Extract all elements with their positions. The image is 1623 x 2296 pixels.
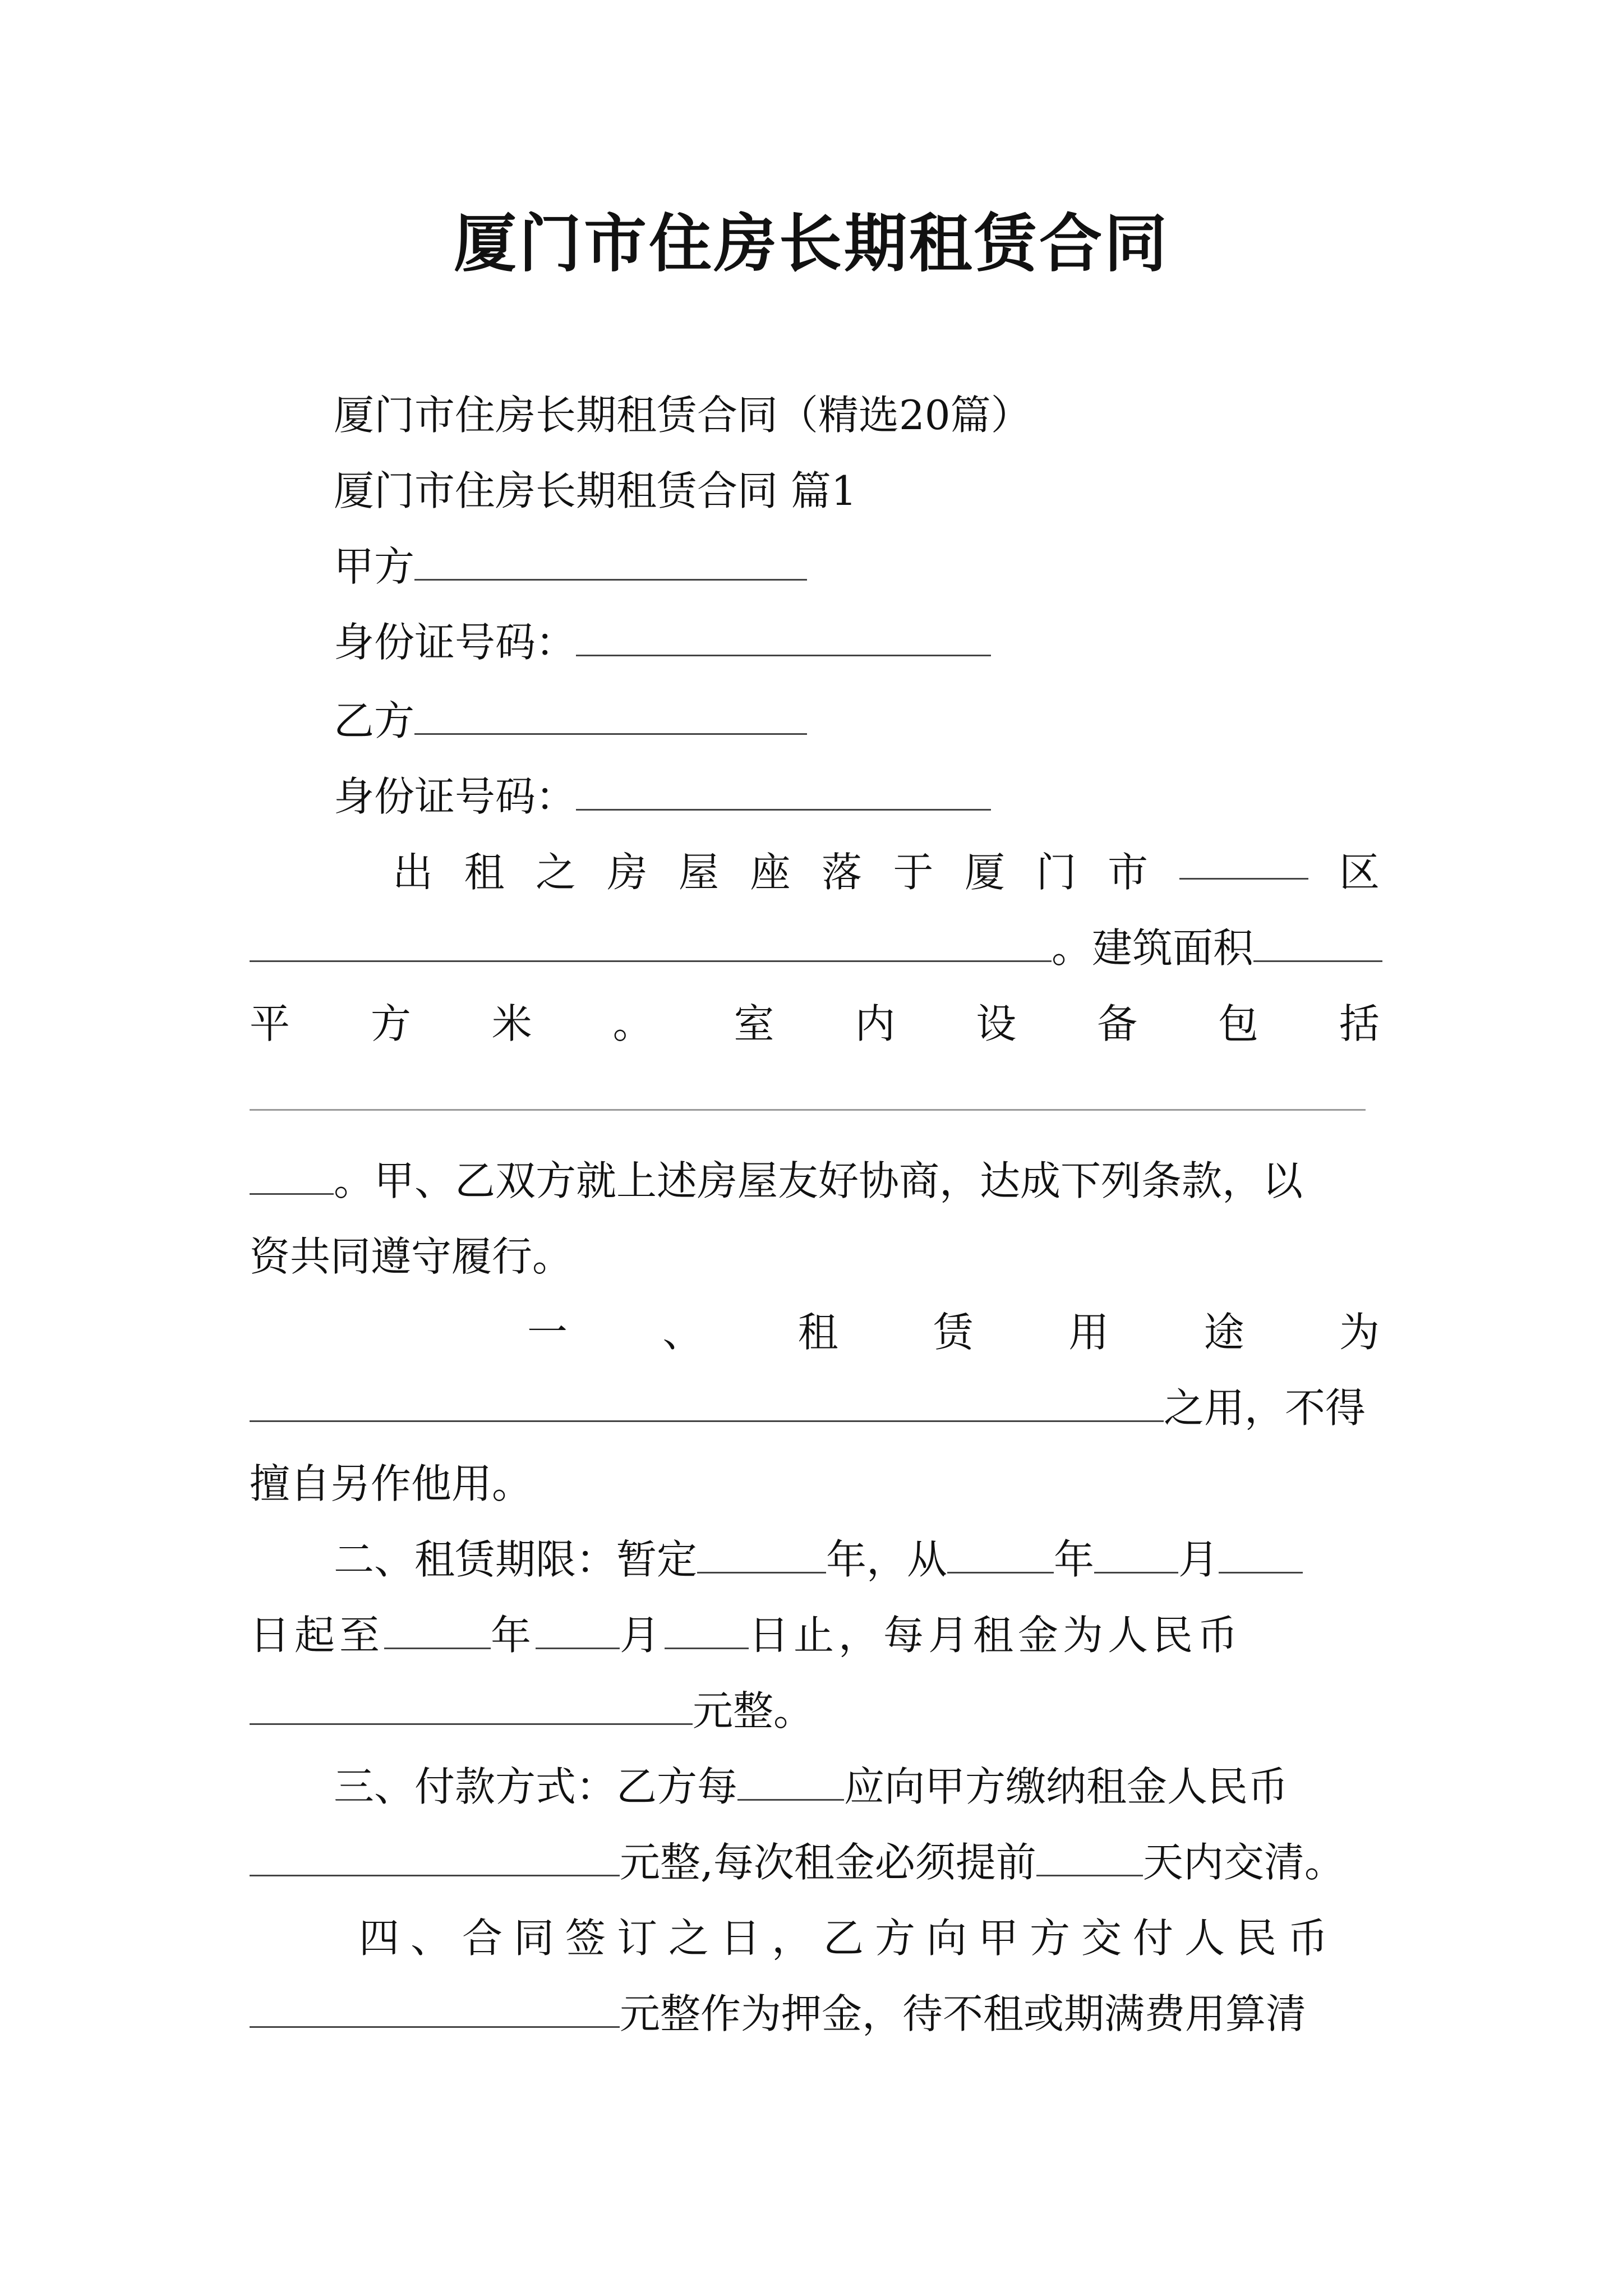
agreement-row xyxy=(250,1153,1303,1209)
party-a-id-blank[interactable] xyxy=(576,621,991,656)
start-year-blank[interactable] xyxy=(947,1538,1054,1573)
party-a-id-row xyxy=(334,614,991,670)
clause2-day-to: 日起至 xyxy=(250,1612,385,1659)
clause1-line xyxy=(527,1304,1380,1360)
location-char: 门 xyxy=(1036,849,1077,896)
document-title: 厦门市住房长期租赁合同 xyxy=(454,207,1169,280)
location-char: 出 xyxy=(393,849,434,896)
equipment-char: 方 xyxy=(370,1000,411,1047)
equipment-char: 内 xyxy=(855,1000,896,1047)
party-b-id-row xyxy=(334,769,991,825)
clause2-yuan: 元整。 xyxy=(693,1687,814,1734)
equipment-char: 平 xyxy=(250,1000,291,1047)
payment-period-blank[interactable] xyxy=(737,1765,844,1801)
clause2-month: 月 xyxy=(1178,1536,1219,1583)
start-month-blank[interactable] xyxy=(1094,1538,1178,1573)
address-blank[interactable] xyxy=(250,927,1052,962)
party-b-id-blank[interactable] xyxy=(576,775,991,811)
clause1-char: 、 xyxy=(662,1309,703,1356)
equipment-char: 包 xyxy=(1218,1000,1259,1047)
clause4-text: 元整作为押金，待不租或期满费用算清 xyxy=(620,1990,1307,2037)
party-a-row xyxy=(334,539,807,595)
clause3-text-a: 元整,每次租金必须提前 xyxy=(620,1839,1036,1886)
clause1-char: 途 xyxy=(1204,1309,1244,1356)
end-year-blank[interactable] xyxy=(384,1614,491,1649)
clause3-line1 xyxy=(334,1759,1288,1815)
clause1-char: 赁 xyxy=(933,1309,974,1356)
area-blank[interactable] xyxy=(1253,927,1382,962)
location-char: 屋 xyxy=(679,849,720,896)
clause2-year: 年 xyxy=(1054,1536,1095,1583)
clause1-char: 为 xyxy=(1339,1309,1380,1356)
clause1-char: 用 xyxy=(1068,1309,1109,1356)
location-char: 厦 xyxy=(965,849,1006,896)
equipment-char: 括 xyxy=(1339,1000,1380,1047)
address-row xyxy=(250,920,1382,976)
clause2-line3 xyxy=(250,1683,814,1739)
equipment-char: 米 xyxy=(491,1000,532,1047)
equipment-char: 备 xyxy=(1097,1000,1138,1047)
location-line xyxy=(393,844,1380,900)
payment-amount-blank[interactable] xyxy=(250,1841,620,1876)
id-label-b: 身份证号码： xyxy=(334,773,577,820)
clause1-end: 擅自另作他用。 xyxy=(250,1460,533,1507)
location-char: 之 xyxy=(536,849,577,896)
agreement-text-2: 资共同遵守履行。 xyxy=(250,1233,573,1280)
equipment-char: 。 xyxy=(612,1000,653,1047)
party-a-blank[interactable] xyxy=(414,545,807,581)
equipment-char: 设 xyxy=(976,1000,1017,1047)
part-heading: 厦门市住房长期租赁合同 篇1 xyxy=(334,467,857,514)
start-day-blank[interactable] xyxy=(1219,1538,1303,1573)
clause2-end-year: 年 xyxy=(491,1612,536,1659)
equipment-blank-end[interactable] xyxy=(250,1159,334,1195)
clause2-line2 xyxy=(250,1607,1242,1663)
clause2-head: 二、租赁期限：暂定 xyxy=(334,1536,698,1583)
equipment-blank[interactable] xyxy=(250,1075,1366,1111)
purpose-blank[interactable] xyxy=(250,1387,1164,1422)
location-char: 于 xyxy=(893,849,934,896)
location-char: 落 xyxy=(822,849,863,896)
clause2-line1 xyxy=(334,1531,1303,1588)
clause2-year-from: 年，从 xyxy=(826,1536,948,1583)
id-label-a: 身份证号码： xyxy=(334,619,577,666)
monthly-rent-blank[interactable] xyxy=(250,1690,693,1725)
end-day-blank[interactable] xyxy=(665,1614,749,1649)
equipment-line xyxy=(250,996,1380,1052)
equipment-blank-row xyxy=(250,1069,1366,1125)
clause3-mid: 应向甲方缴纳租金人民币 xyxy=(844,1763,1289,1810)
clause4-line1: 四、合同签订之日，乙方向甲方交付人民币 xyxy=(359,1915,1340,1962)
location-char: 房 xyxy=(607,849,648,896)
party-b-label: 乙方 xyxy=(334,697,415,744)
end-month-blank[interactable] xyxy=(536,1614,620,1649)
advance-days-blank[interactable] xyxy=(1036,1841,1143,1876)
clause1-tail: 之用，不得 xyxy=(1164,1384,1366,1432)
clause2-end-month: 月 xyxy=(620,1612,665,1659)
clause2-rent-text: 日止，每月租金为人民币 xyxy=(749,1612,1243,1659)
party-a-label: 甲方 xyxy=(334,543,415,590)
clause3-text-b: 天内交清。 xyxy=(1142,1839,1345,1886)
area-label: 。建筑面积 xyxy=(1052,924,1254,972)
party-b-blank[interactable] xyxy=(414,700,807,735)
party-b-row xyxy=(334,693,807,749)
clause3-head: 三、付款方式：乙方每 xyxy=(334,1763,738,1810)
clause1-purpose-row xyxy=(250,1380,1366,1436)
agreement-text: 。甲、乙双方就上述房屋友好协商，达成下列条款，以 xyxy=(334,1157,1303,1204)
clause1-char: 租 xyxy=(797,1309,838,1356)
location-char: 市 xyxy=(1108,849,1149,896)
location-char: 座 xyxy=(750,849,791,896)
clause3-line2 xyxy=(250,1834,1345,1890)
clause1-char: 一 xyxy=(527,1309,568,1356)
district-label: 区 xyxy=(1339,849,1380,896)
subtitle: 厦门市住房长期租赁合同（精选20篇） xyxy=(334,392,1031,439)
location-char: 租 xyxy=(464,849,505,896)
term-years-blank[interactable] xyxy=(697,1538,826,1573)
district-blank[interactable] xyxy=(1179,844,1308,880)
deposit-blank[interactable] xyxy=(250,1993,620,2028)
equipment-char: 室 xyxy=(734,1000,774,1047)
clause4-line2 xyxy=(250,1986,1306,2042)
